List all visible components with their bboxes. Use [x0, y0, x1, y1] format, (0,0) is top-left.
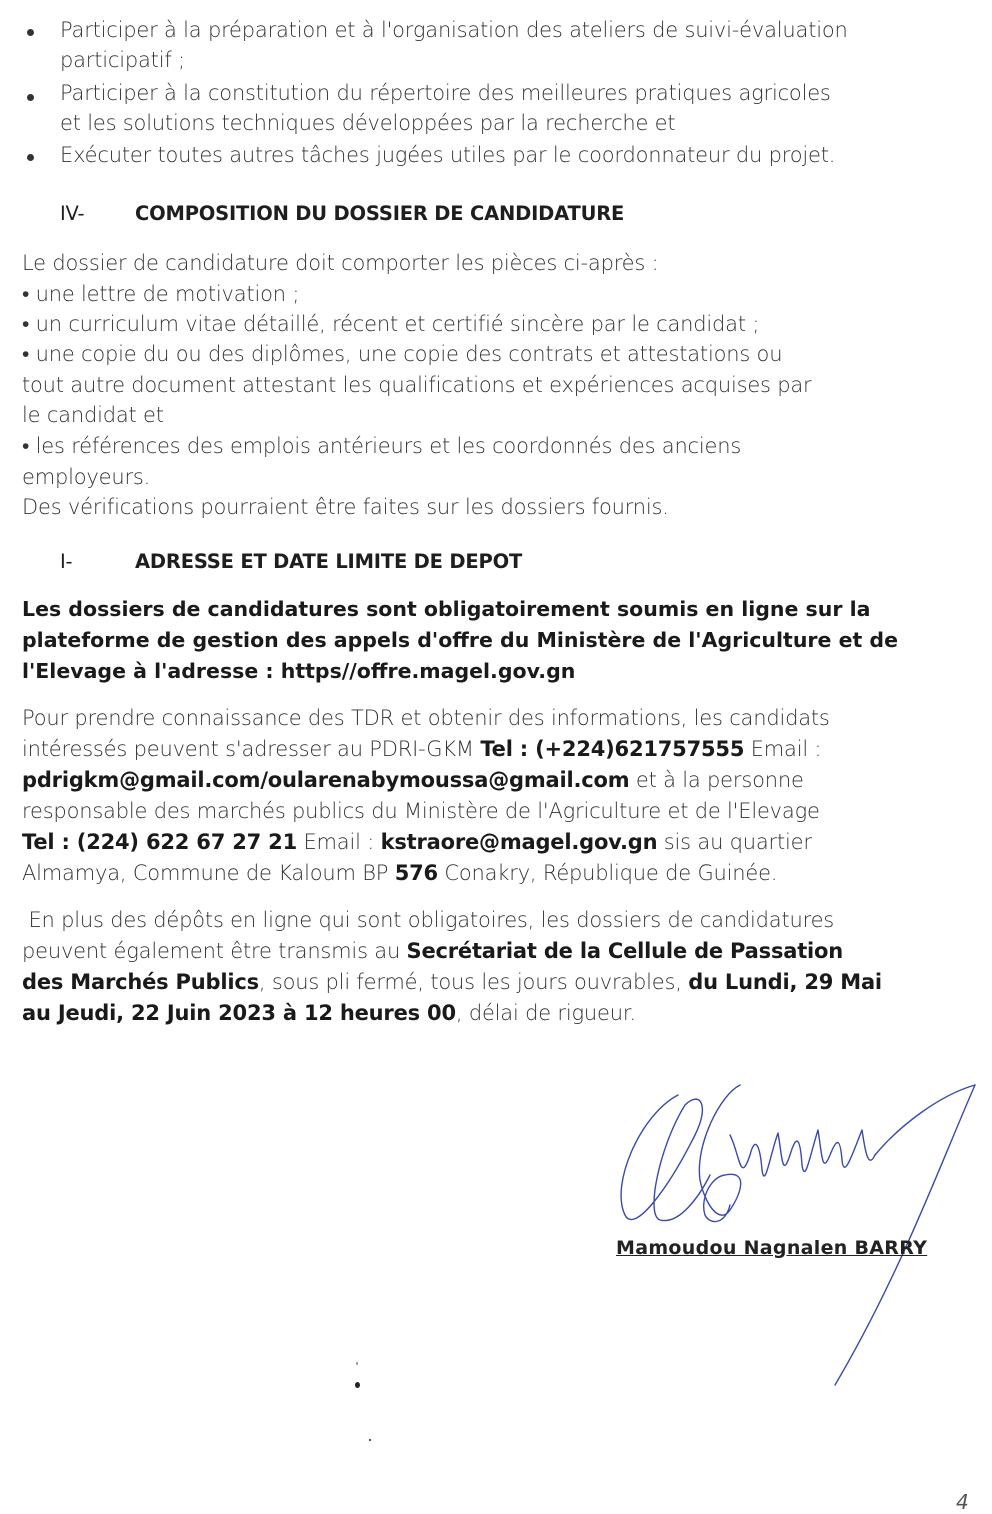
- dossier-item: • une copie du ou des diplômes, une copie des contrats et attestations ou: [22, 342, 783, 366]
- deposit-text-part: , délai de rigueur.: [455, 1001, 636, 1025]
- bullet-text: Exécuter toutes autres tâches jugées utiles par le coordonnateur du projet.: [60, 143, 836, 167]
- dossier-item: le candidat et: [22, 403, 164, 427]
- dossier-item: employeurs.: [22, 465, 151, 489]
- dossier-item: tout autre document attestant les qualifications et expériences acquises par: [22, 373, 812, 397]
- contact-text-part: Email :: [744, 737, 822, 761]
- section-iv-title: COMPOSITION DU DOSSIER DE CANDIDATURE: [135, 202, 625, 225]
- bp-number: 576: [394, 861, 438, 885]
- contact-text-part: intéressés peuvent s'adresser au PDRI-GKM: [22, 737, 481, 761]
- online-submission-text: Les dossiers de candidatures sont obligatoirement soumis en ligne sur la: [22, 597, 871, 621]
- contact-text-part: sis au quartier: [657, 830, 812, 854]
- deposit-text-part: , sous pli fermé, tous les jours ouvrables,: [258, 970, 689, 994]
- bullet-text: participatif ;: [60, 48, 185, 72]
- scan-speck: [369, 1439, 371, 1441]
- deposit-text-part: peuvent également être transmis au: [22, 939, 407, 963]
- bullet-text: et les solutions techniques développées par la recherche et: [60, 111, 676, 135]
- bullet-icon: [27, 29, 34, 36]
- online-submission-text: l'Elevage à l'adresse : https//offre.magel.gov.gn: [22, 659, 576, 683]
- contact-text: responsable des marchés publics du Ministère de l'Agriculture et de l'Elevage: [22, 799, 820, 823]
- contact-text: [22, 765, 804, 795]
- scan-speck: [356, 1362, 358, 1365]
- contact-text-part: Conakry, République de Guinée.: [437, 861, 778, 885]
- dossier-item: • une lettre de motivation ;: [22, 282, 300, 306]
- secretariat-name: des Marchés Publics: [22, 970, 259, 994]
- section-iv-note: Des vérifications pourraient être faites sur les dossiers fournis.: [22, 495, 669, 519]
- deposit-text: [22, 998, 636, 1028]
- section-address-number: I-: [60, 550, 73, 573]
- ministry-email: kstraore@magel.gov.gn: [380, 830, 658, 854]
- signatory-name: Mamoudou Nagnalen BARRY: [616, 1237, 928, 1259]
- bullet-text: Participer à la constitution du répertoire des meilleures pratiques agricoles: [60, 81, 831, 105]
- secretariat-name: Secrétariat de la Cellule de Passation: [406, 939, 844, 963]
- dossier-item: • un curriculum vitae détaillé, récent et certifié sincère par le candidat ;: [22, 312, 760, 336]
- contact-text-part: et à la personne: [629, 768, 804, 792]
- deposit-deadline: au Jeudi, 22 Juin 2023 à 12 heures 00: [22, 1001, 456, 1025]
- ministry-phone: Tel : (224) 622 67 27 21: [22, 830, 297, 854]
- contact-text: [22, 858, 777, 888]
- dossier-item: • les références des emplois antérieurs et les coordonnés des anciens: [22, 434, 742, 458]
- bullet-icon: [27, 154, 34, 161]
- scan-speck: [355, 1382, 360, 1388]
- contact-text: Pour prendre connaissance des TDR et obtenir des informations, les candidats: [22, 706, 830, 730]
- contact-text: [22, 734, 821, 764]
- deposit-text: [22, 936, 843, 966]
- section-address-title: ADRESSE ET DATE LIMITE DE DEPOT: [135, 550, 523, 573]
- page-number: 4: [956, 1490, 969, 1514]
- pdri-email: pdrigkm@gmail.com/oularenabymoussa@gmail.com: [22, 768, 630, 792]
- deposit-start-date: du Lundi, 29 Mai: [688, 970, 882, 994]
- pdri-phone: Tel : (+224)621757555: [480, 737, 745, 761]
- deposit-text: [22, 967, 882, 997]
- handwritten-signature-icon: [600, 1075, 990, 1395]
- online-submission-text: plateforme de gestion des appels d'offre du Ministère de l'Agriculture et de: [22, 628, 898, 652]
- deposit-text: En plus des dépôts en ligne qui sont obligatoires, les dossiers de candidatures: [22, 908, 835, 932]
- section-iv-number: IV-: [60, 202, 85, 225]
- bullet-text: Participer à la préparation et à l'organisation des ateliers de suivi-évaluation: [60, 18, 848, 42]
- bullet-icon: [27, 94, 34, 101]
- contact-text-part: Almamya, Commune de Kaloum BP: [22, 861, 395, 885]
- contact-text: [22, 827, 812, 857]
- contact-text-part: Email :: [296, 830, 381, 854]
- section-iv-intro: Le dossier de candidature doit comporter les pièces ci-après :: [22, 251, 659, 275]
